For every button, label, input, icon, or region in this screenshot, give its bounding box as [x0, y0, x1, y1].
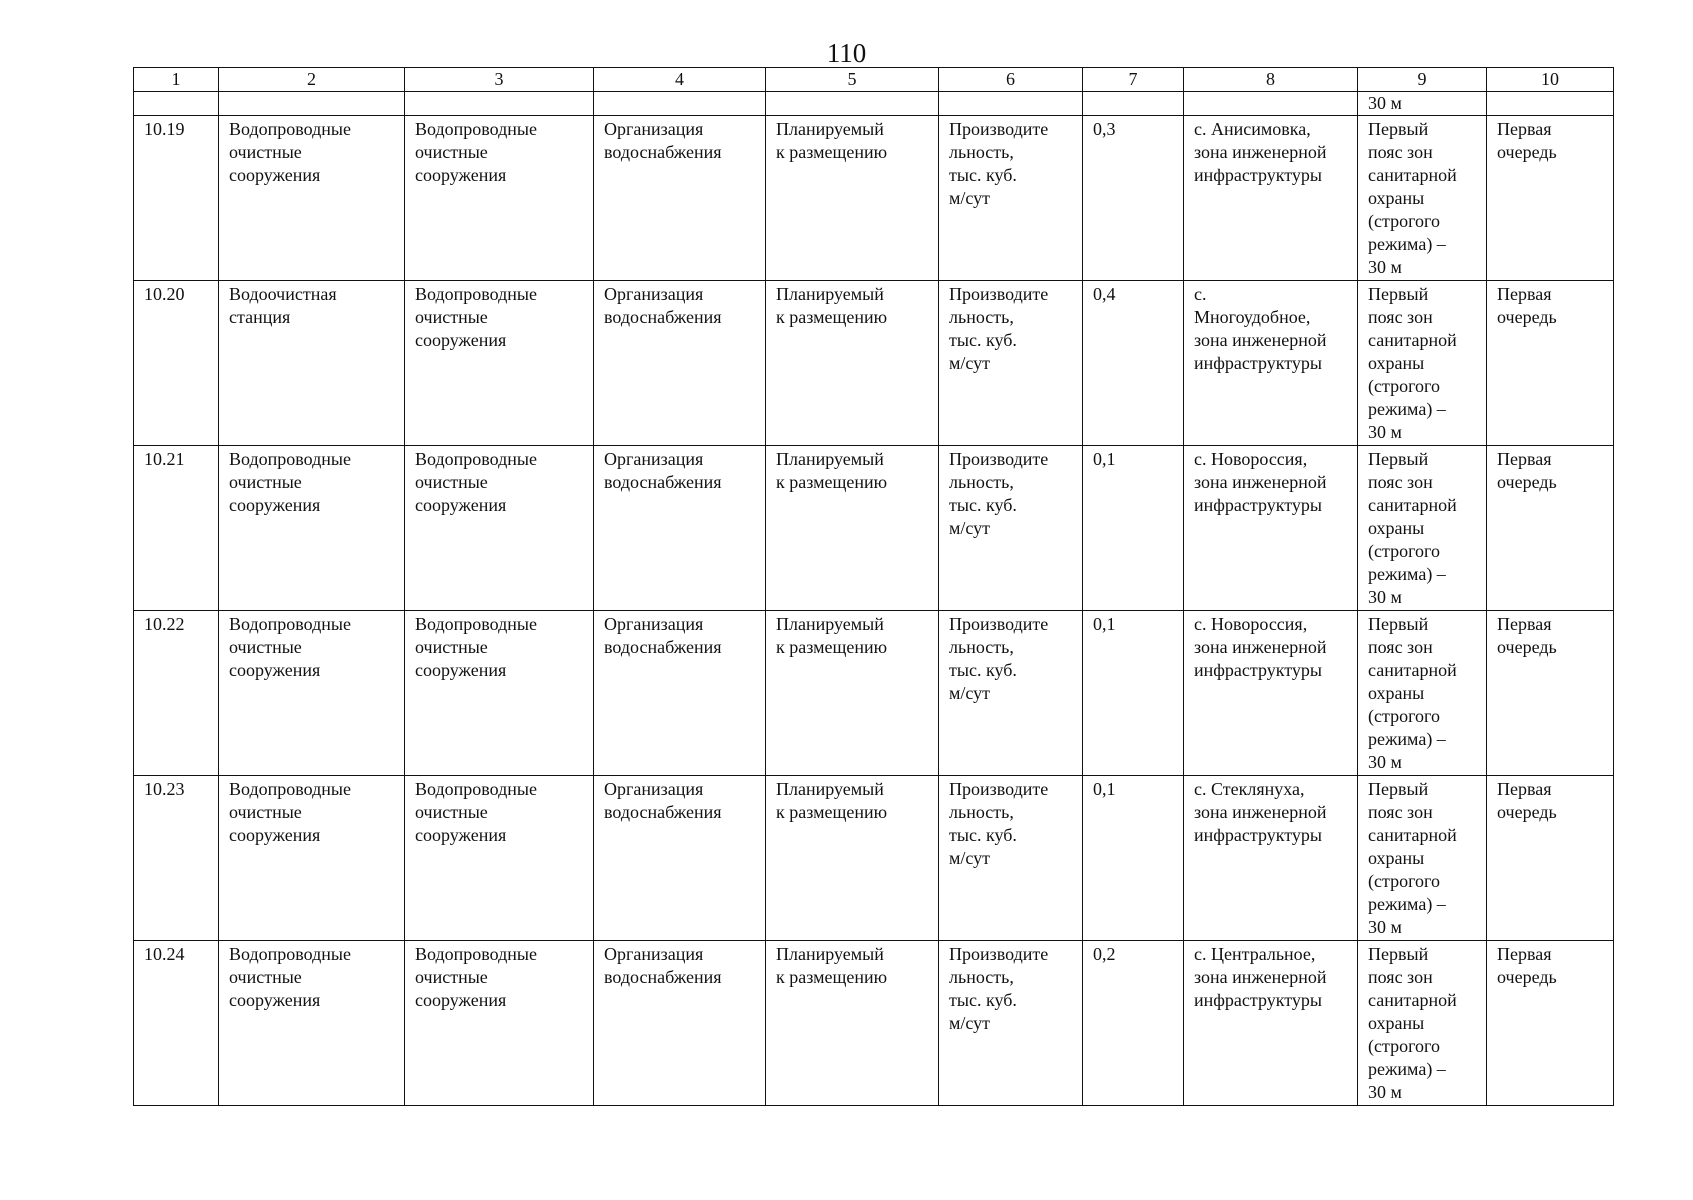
row-number: 10.23: [134, 776, 219, 941]
table-cell: [939, 92, 1083, 116]
table-row: [134, 941, 1614, 1106]
characteristic-value: 0,1: [1083, 611, 1184, 776]
implementation-stage: Первая очередь: [1487, 116, 1614, 281]
column-header: 10: [1487, 68, 1614, 92]
column-header: 9: [1358, 68, 1487, 92]
object-status: Планируемый к размещению: [766, 446, 939, 611]
characteristic-name: Производите льность, тыс. куб. м/сут: [939, 446, 1083, 611]
row-number: 10.19: [134, 116, 219, 281]
table-row: [134, 281, 1614, 446]
characteristic-value: 0,2: [1083, 941, 1184, 1106]
object-purpose: Организация водоснабжения: [594, 611, 766, 776]
characteristic-name: Производите льность, тыс. куб. м/сут: [939, 281, 1083, 446]
characteristic-value: 0,1: [1083, 776, 1184, 941]
object-type: Водопроводные очистные сооружения: [405, 281, 594, 446]
object-status: Планируемый к размещению: [766, 611, 939, 776]
object-type: Водопроводные очистные сооружения: [405, 116, 594, 281]
object-location: с. Анисимовка, зона инженерной инфраструктуры: [1184, 116, 1358, 281]
object-location: с. Многоудобное, зона инженерной инфраструктуры: [1184, 281, 1358, 446]
row-number: 10.21: [134, 446, 219, 611]
protection-zone: Первый пояс зон санитарной охраны (строгого режима) – 30 м: [1358, 281, 1487, 446]
characteristic-value: 0,1: [1083, 446, 1184, 611]
table-row: [134, 116, 1614, 281]
column-header: 4: [594, 68, 766, 92]
column-header: 3: [405, 68, 594, 92]
characteristic-name: Производите льность, тыс. куб. м/сут: [939, 776, 1083, 941]
object-name: Водопроводные очистные сооружения: [219, 446, 405, 611]
characteristic-value: 0,3: [1083, 116, 1184, 281]
implementation-stage: Первая очередь: [1487, 611, 1614, 776]
object-status: Планируемый к размещению: [766, 281, 939, 446]
row-number: 10.22: [134, 611, 219, 776]
facilities-table: [133, 67, 1614, 1106]
object-purpose: Организация водоснабжения: [594, 281, 766, 446]
characteristic-name: Производите льность, тыс. куб. м/сут: [939, 611, 1083, 776]
table-cell: [1184, 92, 1358, 116]
implementation-stage: Первая очередь: [1487, 776, 1614, 941]
object-purpose: Организация водоснабжения: [594, 941, 766, 1106]
table-cell: [405, 92, 594, 116]
table-cell: [1083, 92, 1184, 116]
table-row: [134, 446, 1614, 611]
object-location: с. Стеклянуха, зона инженерной инфраструктуры: [1184, 776, 1358, 941]
column-header: 6: [939, 68, 1083, 92]
table-cell: 30 м: [1358, 92, 1487, 116]
column-header: 8: [1184, 68, 1358, 92]
object-type: Водопроводные очистные сооружения: [405, 776, 594, 941]
characteristic-name: Производите льность, тыс. куб. м/сут: [939, 941, 1083, 1106]
column-header: 2: [219, 68, 405, 92]
object-type: Водопроводные очистные сооружения: [405, 941, 594, 1106]
characteristic-name: Производите льность, тыс. куб. м/сут: [939, 116, 1083, 281]
object-purpose: Организация водоснабжения: [594, 116, 766, 281]
table-cell: [134, 92, 219, 116]
page-number: 110: [826, 38, 867, 68]
object-name: Водопроводные очистные сооружения: [219, 776, 405, 941]
table-cell: [594, 92, 766, 116]
table-cell: [1487, 92, 1614, 116]
table-row: [134, 611, 1614, 776]
object-name: Водопроводные очистные сооружения: [219, 941, 405, 1106]
object-status: Планируемый к размещению: [766, 116, 939, 281]
row-number: 10.20: [134, 281, 219, 446]
implementation-stage: Первая очередь: [1487, 281, 1614, 446]
protection-zone: Первый пояс зон санитарной охраны (строгого режима) – 30 м: [1358, 446, 1487, 611]
object-location: с. Центральное, зона инженерной инфраструктуры: [1184, 941, 1358, 1106]
column-number-row: [134, 68, 1614, 92]
implementation-stage: Первая очередь: [1487, 941, 1614, 1106]
table-row: [134, 776, 1614, 941]
protection-zone: Первый пояс зон санитарной охраны (строгого режима) – 30 м: [1358, 611, 1487, 776]
object-type: Водопроводные очистные сооружения: [405, 611, 594, 776]
table-cell: [219, 92, 405, 116]
object-status: Планируемый к размещению: [766, 776, 939, 941]
column-header: 5: [766, 68, 939, 92]
object-type: Водопроводные очистные сооружения: [405, 446, 594, 611]
object-purpose: Организация водоснабжения: [594, 446, 766, 611]
protection-zone: Первый пояс зон санитарной охраны (строгого режима) – 30 м: [1358, 941, 1487, 1106]
object-purpose: Организация водоснабжения: [594, 776, 766, 941]
protection-zone: Первый пояс зон санитарной охраны (строгого режима) – 30 м: [1358, 776, 1487, 941]
object-location: с. Новороссия, зона инженерной инфраструктуры: [1184, 446, 1358, 611]
implementation-stage: Первая очередь: [1487, 446, 1614, 611]
object-location: с. Новороссия, зона инженерной инфраструктуры: [1184, 611, 1358, 776]
object-status: Планируемый к размещению: [766, 941, 939, 1106]
column-header: 7: [1083, 68, 1184, 92]
row-number: 10.24: [134, 941, 219, 1106]
object-name: Водопроводные очистные сооружения: [219, 611, 405, 776]
continuation-row: [134, 92, 1614, 116]
object-name: Водоочистная станция: [219, 281, 405, 446]
protection-zone: Первый пояс зон санитарной охраны (строгого режима) – 30 м: [1358, 116, 1487, 281]
object-name: Водопроводные очистные сооружения: [219, 116, 405, 281]
column-header: 1: [134, 68, 219, 92]
table-cell: [766, 92, 939, 116]
characteristic-value: 0,4: [1083, 281, 1184, 446]
